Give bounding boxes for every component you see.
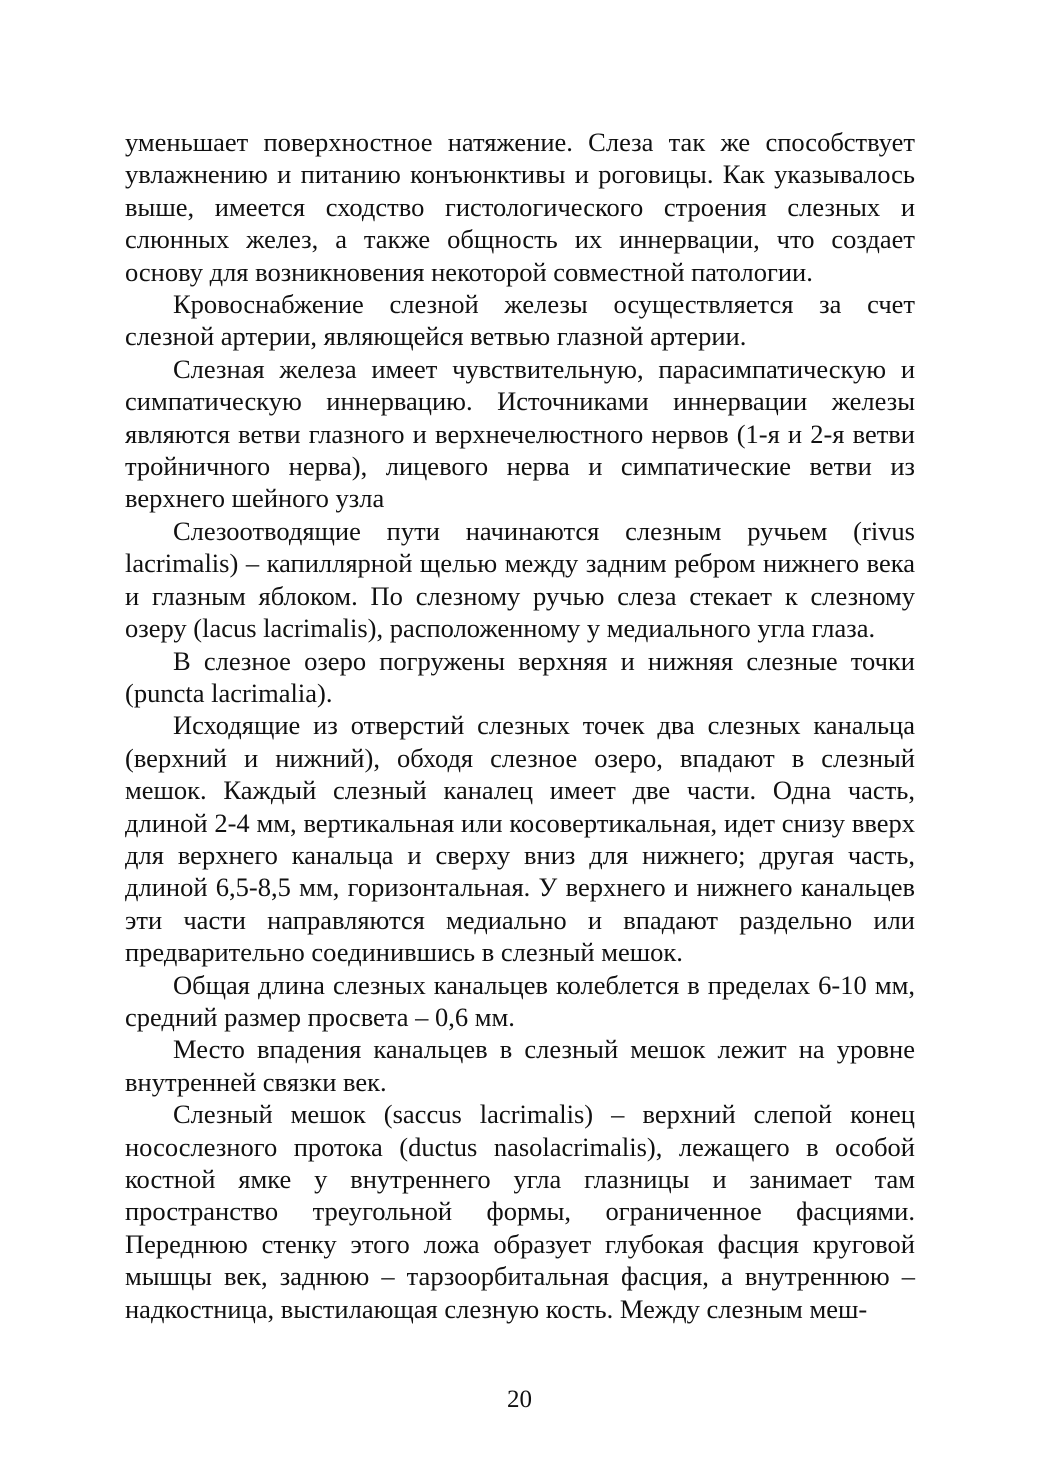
paragraph-lacrimal-sac: Слезный мешок (saccus lacrimalis) – верхний слепой конец носослезного протока (ductus nasolacrimalis), лежащего в особой костной ямке у внутреннего угла глазницы и занимает там пространство треугольной формы, ограниченное фасциями. Переднюю стенку этого ложа образует глубокая фасция круговой мышцы век, заднюю – тарзоорбитальная фасция, а внутреннюю – надкостница, выстилающая слезную кость. Между слезным меш- bbox=[125, 1099, 915, 1324]
paragraph-canaliculi-entry: Место впадения канальцев в слезный мешок лежит на уровне внутренней связки век. bbox=[125, 1034, 915, 1097]
paragraph-canaliculi-length: Общая длина слезных канальцев колеблется в пределах 6-10 мм, средний размер просвета – 0,6 мм. bbox=[125, 969, 915, 1032]
paragraph-innervation: Слезная железа имеет чувствительную, парасимпатическую и симпатическую иннервацию. Источниками иннервации железы являются ветви глазного и верхнечелюстного нервов (1-я и 2-я ветви тройничного нерва), лицевого нерва и симпатические ветви из верхнего шейного узла bbox=[125, 353, 915, 514]
paragraph-lacrimal-canaliculi: Исходящие из отверстий слезных точек два слезных канальца (верхний и нижний), обходя слезное озеро, впадают в слезный мешок. Каждый слезный каналец имеет две части. Одна часть, длиной 2-4 мм, вертикальная или косовертикальная, идет снизу вверх для верхнего канальца и сверху вниз для нижнего; другая часть, длиной 6,5-8,5 мм, горизонтальная. У верхнего и нижнего канальцев эти части направляются медиально и впадают раздельно или предварительно соединившись в слезный мешок. bbox=[125, 710, 915, 968]
paragraph-lacrimal-pathways: Слезоотводящие пути начинаются слезным ручьем (rivus lacrimalis) – капиллярной щелью между задним ребром нижнего века и глазным яблоком. По слезному ручью слеза стекает к слезному озеру (lacus lacrimalis), расположенному у медиального угла глаза. bbox=[125, 515, 915, 644]
paragraph-continuation: уменьшает поверхностное натяжение. Слеза так же способствует увлажнению и питанию конъюнктивы и роговицы. Как указывалось выше, имеется сходство гистологического строения слезных и слюнных желез, а также общность их иннервации, что создает основу для возникновения некоторой совместной патологии. bbox=[125, 127, 915, 287]
paragraph-blood-supply: Кровоснабжение слезной железы осуществляется за счет слезной артерии, являющейся ветвью глазной артерии. bbox=[125, 289, 915, 352]
paragraph-lacrimal-points: В слезное озеро погружены верхняя и нижняя слезные точки (puncta lacrimalia). bbox=[125, 645, 915, 708]
body-text bbox=[125, 126, 915, 1325]
page-number: 20 bbox=[507, 1386, 532, 1413]
